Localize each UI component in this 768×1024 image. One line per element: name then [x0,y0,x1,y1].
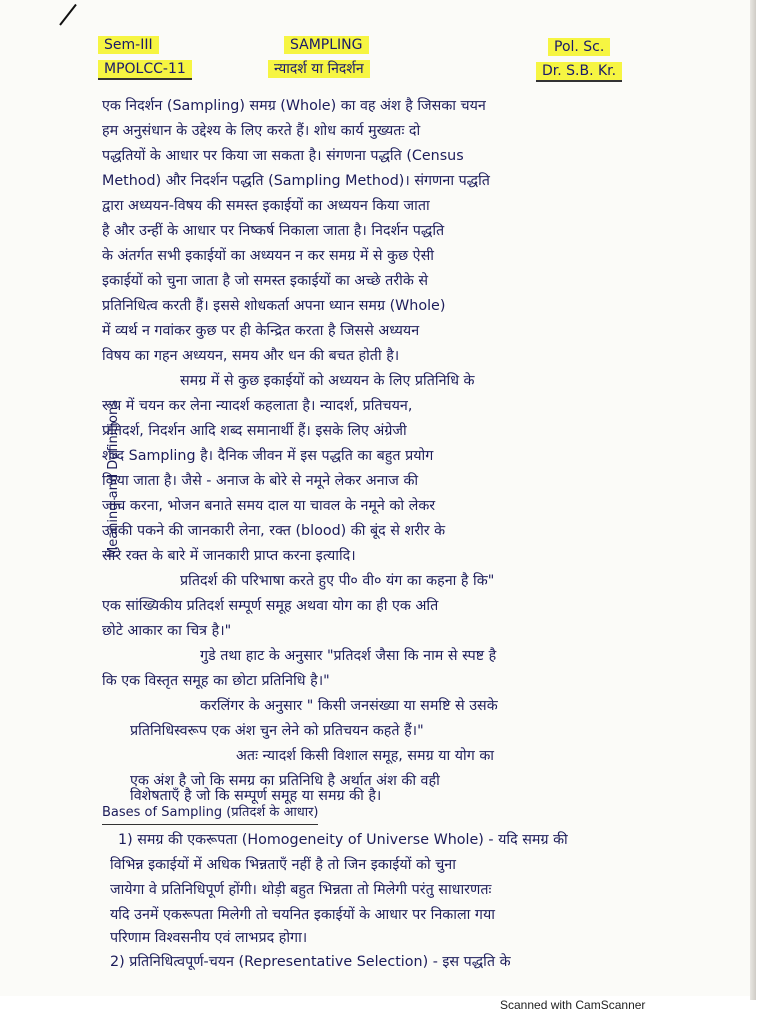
body-line: Method) और निदर्शन पद्धति (Sampling Method)। संगणना पद्धति [102,173,490,189]
bases-line: परिणाम विश्वसनीय एवं लाभप्रद होगा। [110,930,308,946]
bases-line: विभिन्न इकाईयों में अधिक भिन्नताएँ नहीं है तो जिन इकाईयों को चुना [110,857,456,873]
body-line: एक सांख्यिकीय प्रतिदर्श सम्पूर्ण समूह अथवा योग का ही एक अति [102,598,439,614]
body-line: रूप में चयन कर लेना न्यादर्श कहलाता है। न्यादर्श, प्रतिचयन, [102,398,413,414]
title-english: SAMPLING [284,36,369,54]
body-line: पद्धतियों के आधार पर किया जा सकता है। संगणना पद्धति (Census [102,148,464,164]
subject-label: Pol. Sc. [548,38,610,56]
body-line: जांच करना, भोजन बनाते समय दाल या चावल के नमूने को लेकर [102,498,436,514]
body-line: शब्द Sampling है। दैनिक जीवन में इस पद्धति का बहुत प्रयोग [102,448,434,464]
body-line: के अंतर्गत सभी इकाईयों का अध्ययन न कर समग्र में से कुछ ऐसी [102,248,434,264]
body-line: विशेषताएँ है जो कि सम्पूर्ण समूह या समग्र की है। [130,788,382,804]
bases-line: जायेगा वे प्रतिनिधिपूर्ण होंगी। थोड़ी बहुत भिन्नता तो मिलेगी परंतु साधारणतः [110,882,492,898]
body-line: समग्र में से कुछ इकाईयों को अध्ययन के लिए प्रतिनिधि के [180,373,475,389]
body-line: उनकी पकने की जानकारी लेना, रक्त (blood) की बूंद से शरीर के [102,523,446,539]
side-heading: Meaning and Definitions [106,400,121,558]
bases-line: 1) समग्र की एकरूपता (Homogeneity of Universe Whole) - यदि समग्र की [118,832,568,848]
bases-line: 2) प्रतिनिधित्वपूर्ण-चयन (Representative Selection) - इस पद्धति के [110,954,511,970]
bases-heading: Bases of Sampling (प्रतिदर्श के आधार) [102,804,318,825]
body-line: छोटे आकार का चित्र है।" [102,623,232,639]
author-label: Dr. S.B. Kr. [536,62,622,82]
body-line: प्रतिनिधिस्वरूप एक अंश चुन लेने को प्रतिचयन कहते हैं।" [130,723,424,739]
body-line: प्रतिनिधित्व करती हैं। इससे शोधकर्ता अपना ध्यान समग्र (Whole) [102,298,446,314]
body-line: सारे रक्त के बारे में जानकारी प्राप्त करना इत्यादि। [102,548,356,564]
body-line: द्वारा अध्ययन-विषय की समस्त इकाईयों का अध्ययन किया जाता [102,198,430,214]
body-line: है और उन्हीं के आधार पर निष्कर्ष निकाला जाता है। निदर्शन पद्धति [102,223,445,239]
page-edge-shadow [750,0,756,1000]
body-line: अतः न्यादर्श किसी विशाल समूह, समग्र या योग का [236,748,495,764]
body-line: विषय का गहन अध्ययन, समय और धन की बचत होती है। [102,348,400,364]
body-line: हम अनुसंधान के उद्देश्य के लिए करते हैं। शोध कार्य मुख्यतः दो [102,123,421,139]
body-line: गुडे तथा हाट के अनुसार "प्रतिदर्श जैसा कि नाम से स्पष्ट है [200,648,497,664]
body-line: एक अंश है जो कि समग्र का प्रतिनिधि है अर्थात अंश की वही [130,773,440,789]
body-line: किया जाता है। जैसे - अनाज के बोरे से नमूने लेकर अनाज की [102,473,419,489]
semester-label: Sem-III [98,36,159,54]
body-line: में व्यर्थ न गवांकर कुछ पर ही केन्द्रित करता है जिससे अध्ययन [102,323,420,339]
body-line: प्रतिदर्श की परिभाषा करते हुए पी० वी० यंग का कहना है कि" [180,573,495,589]
scanner-watermark: Scanned with CamScanner [500,998,646,1012]
bases-line: यदि उनमें एकरूपता मिलेगी तो चयनित इकाईयों के आधार पर निकाला गया [110,907,495,923]
course-code: MPOLCC-11 [98,60,192,80]
body-line: इकाईयों को चुना जाता है जो समस्त इकाईयों का अच्छे तरीके से [102,273,429,289]
body-line: करलिंगर के अनुसार " किसी जनसंख्या या समष्टि से उसके [200,698,498,714]
body-line: एक निदर्शन (Sampling) समग्र (Whole) का वह अंश है जिसका चयन [102,98,486,114]
body-line: प्रतिदर्श, निदर्शन आदि शब्द समानार्थी हैं। इसके लिए अंग्रेजी [102,423,407,439]
title-hindi: न्यादर्श या निदर्शन [268,60,370,78]
body-line: कि एक विस्तृत समूह का छोटा प्रतिनिधि है।" [102,673,330,689]
